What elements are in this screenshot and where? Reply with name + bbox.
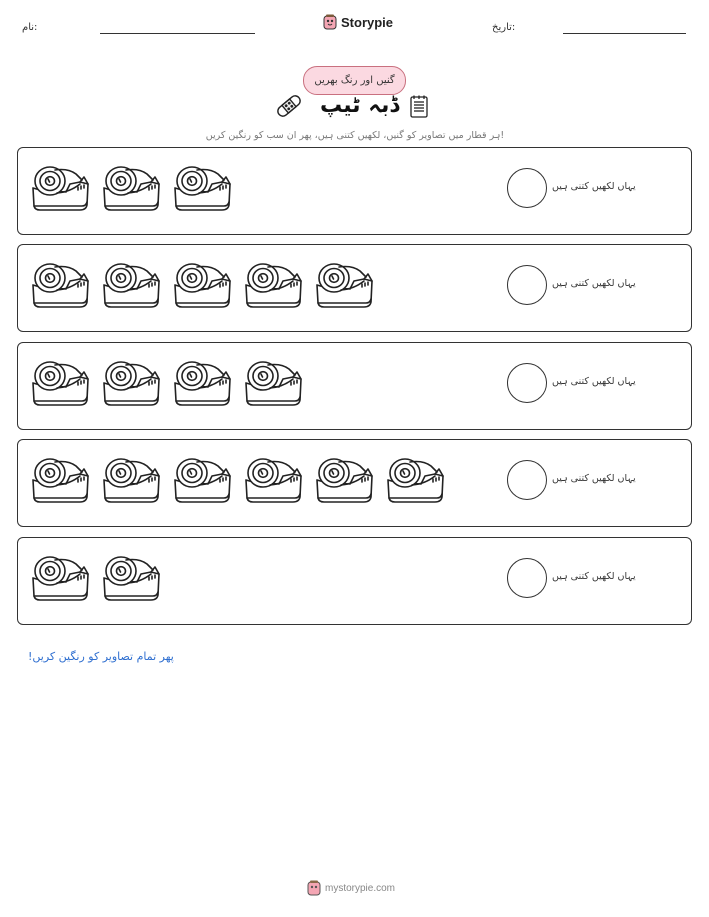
counting-row <box>17 342 692 430</box>
bandage-icon <box>275 92 303 120</box>
footer-brand <box>307 880 395 896</box>
row-label: یہاں لکھیں کتنی ہیں <box>552 571 636 582</box>
brand <box>323 14 393 30</box>
tape-dispenser-icon[interactable] <box>101 454 161 506</box>
date-line[interactable] <box>563 33 686 34</box>
counting-row <box>17 147 692 235</box>
counting-row <box>17 439 692 527</box>
date-label: تاریخ: <box>492 22 516 33</box>
tape-dispenser-icon[interactable] <box>314 454 374 506</box>
row-label: یہاں لکھیں کتنی ہیں <box>552 181 636 192</box>
tape-dispenser-icon[interactable] <box>314 259 374 311</box>
tape-dispenser-icon[interactable] <box>30 454 90 506</box>
footer-note: پھر تمام تصاویر کو رنگین کریں! <box>28 650 174 663</box>
tape-dispenser-icon[interactable] <box>101 259 161 311</box>
tape-dispenser-icon[interactable] <box>101 552 161 604</box>
name-label: نام: <box>22 22 38 33</box>
tape-dispenser-icon[interactable] <box>172 454 232 506</box>
answer-circle[interactable] <box>507 363 547 403</box>
notepad-icon <box>409 94 429 118</box>
counting-row <box>17 244 692 332</box>
tape-dispenser-icon[interactable] <box>30 552 90 604</box>
page-title: ڈبہ ٹیپ <box>320 93 400 118</box>
tape-dispenser-icon[interactable] <box>243 454 303 506</box>
tape-dispenser-icon[interactable] <box>385 454 445 506</box>
brand-name: Storypie <box>341 14 394 30</box>
row-label: یہاں لکھیں کتنی ہیں <box>552 473 636 484</box>
row-label: یہاں لکھیں کتنی ہیں <box>552 376 636 387</box>
tape-dispenser-icon[interactable] <box>101 357 161 409</box>
tape-dispenser-icon[interactable] <box>172 162 232 214</box>
tape-dispenser-icon[interactable] <box>243 357 303 409</box>
counting-row <box>17 537 692 625</box>
instructions: ہر قطار میں تصاویر کو گنیں، لکھیں کتنی ہیں، پھر ان سب کو رنگین کریں! <box>205 130 505 141</box>
tape-dispenser-icon[interactable] <box>30 162 90 214</box>
tape-dispenser-icon[interactable] <box>30 259 90 311</box>
tape-dispenser-icon[interactable] <box>172 357 232 409</box>
storypie-logo-icon <box>307 880 321 896</box>
row-label: یہاں لکھیں کتنی ہیں <box>552 278 636 289</box>
tape-dispenser-icon[interactable] <box>243 259 303 311</box>
storypie-logo-icon <box>323 14 337 30</box>
activity-pill: گنیں اور رنگ بھریں <box>303 66 406 95</box>
tape-dispenser-icon[interactable] <box>172 259 232 311</box>
name-line[interactable] <box>100 33 255 34</box>
answer-circle[interactable] <box>507 265 547 305</box>
answer-circle[interactable] <box>507 460 547 500</box>
footer-url[interactable]: mystorypie.com <box>325 882 396 894</box>
answer-circle[interactable] <box>507 168 547 208</box>
answer-circle[interactable] <box>507 558 547 598</box>
tape-dispenser-icon[interactable] <box>101 162 161 214</box>
tape-dispenser-icon[interactable] <box>30 357 90 409</box>
